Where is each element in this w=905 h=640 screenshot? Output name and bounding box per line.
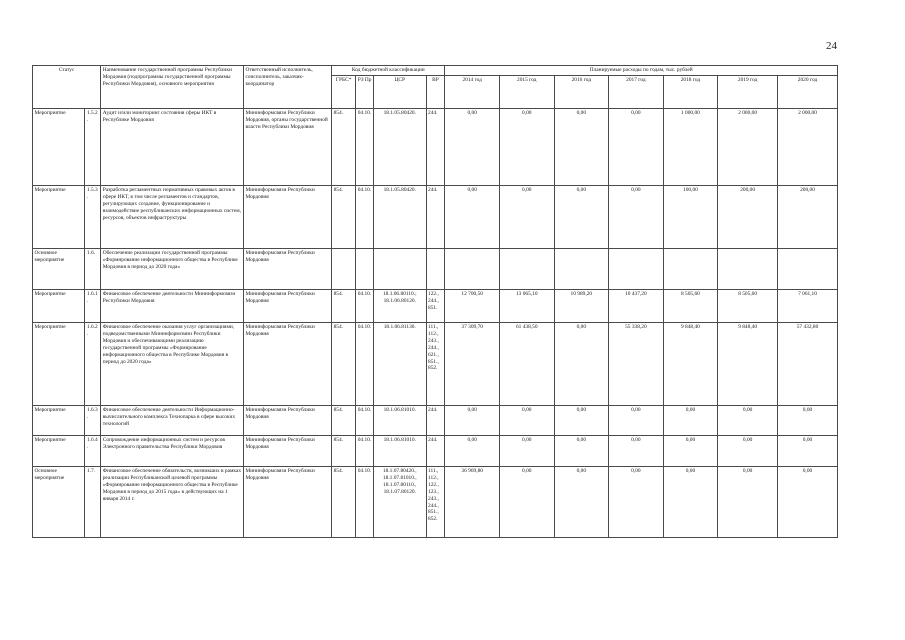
value-2017: 0,00 [609,436,664,467]
value-2015: 0,00 [499,436,554,467]
value-2020: 0,00 [778,436,838,467]
table-row [33,467,838,538]
row-rz: 04.10. [356,436,374,467]
value-2017: 0,00 [609,467,664,538]
header-year-2016: 2016 год [554,76,609,109]
row-grbs: 854. [332,109,356,186]
row-executor: Мининформсвязи Республики Мордовия [243,290,331,323]
row-grbs [332,249,356,290]
table-row [33,436,838,467]
value-2016: 0,00 [554,109,609,186]
row-number: 1.6.3. [85,406,101,436]
value-2020: 2 000,00 [778,109,838,186]
row-status: Мероприятие [33,290,85,323]
value-2017: 0,00 [609,406,664,436]
row-name: Финансовое обеспечение оказания услуг организациями, подведомственными Мининформсвязи Республики Мордовия и обеспечивающими реализацию государственной программы «Формирование информационного общества в Республике Мордовия в период до 2020 года» [101,323,244,406]
row-vr: 122., 244., 851. [426,290,445,323]
row-rz: 04.10. [356,109,374,186]
table-row [33,186,838,249]
header-row-top [33,66,838,76]
value-2014: 36 969,80 [445,467,500,538]
value-2016: 0,00 [554,406,609,436]
row-number: 1.7. [85,467,101,538]
row-name: Финансовое обеспечение обязательств, возникших в рамках реализации Республиканской целевой программы «Формирование информационного общества в Республике Мордовия в период до 2015 года» в действующих на 1 января 2014 г. [101,467,244,538]
value-2014: 0,00 [445,186,500,249]
header-planned: Планируемые расходы по годам, тыс. рублей [445,66,838,76]
table-row [33,249,838,290]
table-row [33,323,838,406]
value-2016 [554,249,609,290]
row-name: Разработка регламентных нормативных правовых актов в сфере ИКТ, в том числе регламентов и стандартов, регулирующих создание, функционирование и взаимодействие республиканских информационных систем, ресурсов, объектов инфраструктуры [101,186,244,249]
value-2019: 8 505,60 [718,290,778,323]
value-2017: 55 338,20 [609,323,664,406]
value-2015: 61 438,50 [499,323,554,406]
row-name: Аудит и/или мониторинг состояния сферы ИКТ в Республике Мордовия [101,109,244,186]
table-row [33,406,838,436]
value-2018: 0,00 [663,467,718,538]
row-status: Мероприятие [33,186,85,249]
value-2014: 0,00 [445,406,500,436]
value-2019: 200,00 [718,186,778,249]
row-name: Финансовое обеспечение деятельности Информационно-вычислительного комплекса Технопарка в сфере высоких технологий [101,406,244,436]
row-vr: 244. [426,406,445,436]
row-executor: Мининформсвязи Республики Мордовия [243,436,331,467]
value-2015: 0,00 [499,109,554,186]
row-status: Основное мероприятие [33,467,85,538]
row-vr: 244. [426,109,445,186]
value-2020: 7 061,10 [778,290,838,323]
row-name: Обеспечение реализации государственной программы «Формирование информационного общества в Республике Мордовия в период до 2020 года» [101,249,244,290]
row-executor: Мининформсвязи Республики Мордовия [243,323,331,406]
header-year-2019: 2019 год [718,76,778,109]
row-rz: 04.10. [356,467,374,538]
header-name: Наименование государственной программы Республики Мордовия (подпрограммы государственной программы Республики Мордовия), основного мероприятия [101,66,244,109]
row-grbs: 854. [332,290,356,323]
row-executor: Мининформсвязи Республики Мордовия [243,186,331,249]
row-vr: 244. [426,436,445,467]
value-2020: 0,00 [778,406,838,436]
header-year-2017: 2017 год [609,76,664,109]
value-2017: 0,00 [609,109,664,186]
row-vr: 111., 112., 243., 244., 621., 851., 852. [426,323,445,406]
budget-table [32,65,838,538]
value-2014: 12 700,50 [445,290,500,323]
value-2016: 0,00 [554,467,609,538]
row-vr: 111., 112., 122., 123., 243., 244., 851., 852. [426,467,445,538]
value-2016: 0,00 [554,323,609,406]
value-2014: 0,00 [445,436,500,467]
row-vr [426,249,445,290]
row-csr: 18.1.06.81010. [374,406,426,436]
row-executor: Мининформсвязи Республики Мордовия [243,406,331,436]
value-2018: 0,00 [663,406,718,436]
header-year-2020: 2020 год [778,76,838,109]
value-2016: 0,00 [554,186,609,249]
row-csr: 18.1.07.80420., 18.1.07.81010., 18.1.07.80110., 18.1.07.80120. [374,467,426,538]
row-vr: 244. [426,186,445,249]
row-number: 1.6. [85,249,101,290]
value-2015: 0,00 [499,467,554,538]
row-csr [374,249,426,290]
row-executor: Мининформсвязи Республики Мордовия [243,467,331,538]
row-csr: 18.1.06.80110.; 18.1.06.80120. [374,290,426,323]
row-status: Основное мероприятие [33,249,85,290]
row-number: 1.6.2. [85,323,101,406]
row-number: 1.5.2. [85,109,101,186]
value-2014: 37 309,70 [445,323,500,406]
value-2018: 1 000,00 [663,109,718,186]
value-2019 [718,249,778,290]
value-2020: 57 432,80 [778,323,838,406]
header-budget-code: Код бюджетной классификации [332,66,445,76]
value-2017: 0,00 [609,186,664,249]
row-grbs: 854. [332,406,356,436]
row-name: Финансовое обеспечение деятельности Мининформсвязи Республики Мордовия [101,290,244,323]
value-2017 [609,249,664,290]
value-2019: 2 000,00 [718,109,778,186]
row-executor: Мининформсвязи Республики Мордовия, органы государственной власти Республики Мордовия [243,109,331,186]
row-name: Сопровождение информационных систем и ресурсов Электронного правительства Республики Мордовия [101,436,244,467]
value-2015 [499,249,554,290]
value-2020 [778,249,838,290]
row-grbs: 854. [332,436,356,467]
value-2014: 0,00 [445,109,500,186]
table-row [33,109,838,186]
row-status: Мероприятие [33,406,85,436]
row-rz: 04.10. [356,406,374,436]
value-2019: 9 848,40 [718,323,778,406]
value-2020: 200,00 [778,186,838,249]
row-executor: Мининформсвязи Республики Мордовия [243,249,331,290]
header-year-2014: 2014 год [445,76,500,109]
value-2017: 10 437,20 [609,290,664,323]
row-number: 1.5.3. [85,186,101,249]
row-grbs: 854. [332,323,356,406]
page-number: 24 [826,40,837,52]
value-2018: 100,00 [663,186,718,249]
row-csr: 18.1.06.81130. [374,323,426,406]
value-2016: 0,00 [554,436,609,467]
header-grbs: ГРБС* [332,76,356,109]
header-rz: РЗ Пр [356,76,374,109]
row-grbs: 854. [332,467,356,538]
value-2019: 0,00 [718,406,778,436]
value-2014 [445,249,500,290]
row-csr: 18.1.06.81010. [374,436,426,467]
row-grbs: 854. [332,186,356,249]
row-csr: 18.1.05.80420. [374,109,426,186]
row-status: Мероприятие [33,323,85,406]
header-vr: ВР [426,76,445,109]
row-rz [356,249,374,290]
value-2015: 13 065,10 [499,290,554,323]
value-2016: 10 989,20 [554,290,609,323]
value-2018: 9 848,40 [663,323,718,406]
row-status: Мероприятие [33,109,85,186]
row-status: Мероприятие [33,436,85,467]
row-rz: 04.10. [356,290,374,323]
value-2018 [663,249,718,290]
header-csr: ЦСР [374,76,426,109]
header-year-2018: 2018 год [663,76,718,109]
row-rz: 04.10. [356,186,374,249]
row-csr: 18.1.05.80420. [374,186,426,249]
value-2015: 0,00 [499,406,554,436]
value-2018: 8 505,60 [663,290,718,323]
header-year-2015: 2015 год [499,76,554,109]
value-2015: 0,00 [499,186,554,249]
header-status: Статус [33,66,101,109]
header-executor: Ответственный исполнитель, соисполнитель, заказчик-координатор [243,66,331,109]
value-2020: 0,00 [778,467,838,538]
value-2019: 0,00 [718,467,778,538]
value-2018: 0,00 [663,436,718,467]
table-row [33,290,838,323]
value-2019: 0,00 [718,436,778,467]
row-rz: 04.10. [356,323,374,406]
row-number: 1.6.4. [85,436,101,467]
row-number: 1.6.1. [85,290,101,323]
